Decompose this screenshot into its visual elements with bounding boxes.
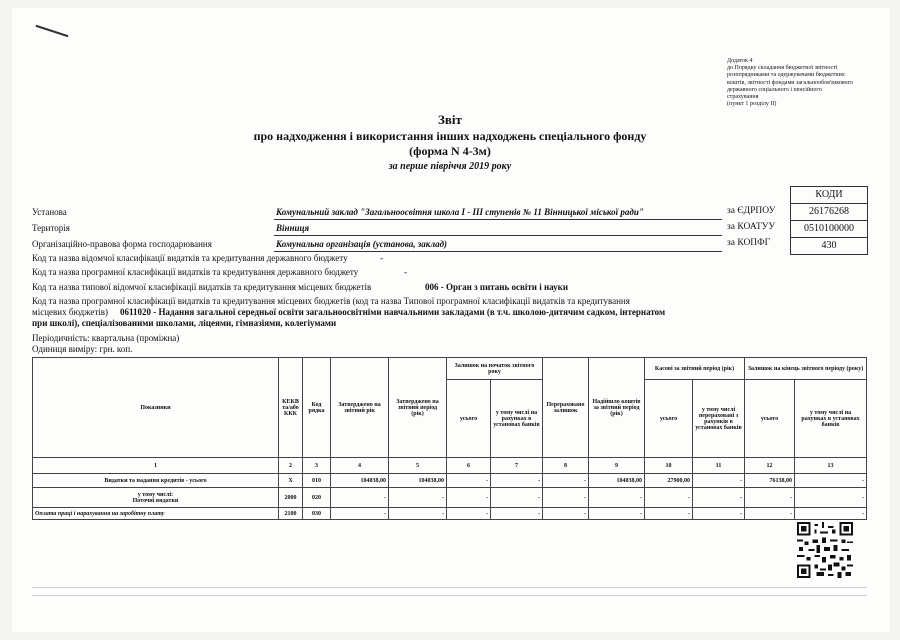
row-cell: 104038,00 xyxy=(389,474,447,488)
row-cell: 27900,00 xyxy=(645,474,693,488)
row-cell: - xyxy=(589,488,645,508)
row-cell: - xyxy=(543,474,589,488)
row-cell: - xyxy=(543,508,589,520)
table-row xyxy=(33,488,867,508)
header-received: Надійшло коштів за звітний період (рік) xyxy=(589,358,645,458)
header-kekv: КЕКВ та/або ККК xyxy=(279,358,303,458)
row-cell: X xyxy=(279,474,303,488)
col-number: 11 xyxy=(693,458,745,474)
row-cell: - xyxy=(447,508,491,520)
local-prog-value: 0611020 - Надання загальної середньої освіти загальноосвітніми навчальними закладами (в т.ч. школою-дитячим садком, інтернатом xyxy=(120,307,666,317)
col-number: 8 xyxy=(543,458,589,474)
koatuu-code: 0510100000 xyxy=(791,221,867,238)
underline xyxy=(274,235,722,236)
row-cell: - xyxy=(795,508,867,520)
territory-value: Вінниця xyxy=(276,223,310,233)
row-cell: - xyxy=(745,508,795,520)
col-number: 7 xyxy=(491,458,543,474)
title-line-2: про надходження і використання інших надходжень спеціального фонду xyxy=(253,129,647,143)
qr-code xyxy=(797,522,853,578)
table-row xyxy=(33,508,867,520)
edrpou-code: 26176268 xyxy=(791,204,867,221)
header-end-balance: Залишок на кінець звітного періоду (року) xyxy=(745,358,867,380)
header-cash-total: усього xyxy=(645,380,693,458)
header-start-balance: Залишок на початок звітного року xyxy=(447,358,543,380)
annex-line: (пункт 1 розділу ІІ) xyxy=(727,101,777,108)
col-number: 5 xyxy=(389,458,447,474)
row-cell: 020 xyxy=(303,488,331,508)
kopfg-label: за КОПФГ xyxy=(727,238,771,248)
header-cash: Касові за звітний період (рік) xyxy=(645,358,745,380)
local-prog-label: Код та назва програмної класифікації видатків та кредитування місцевих бюджетів (код та назва Типової програмної класифікації видатків та кредитування xyxy=(32,296,630,306)
row-cell: - xyxy=(389,508,447,520)
codes-header: КОДИ xyxy=(791,187,867,204)
row-cell: - xyxy=(745,488,795,508)
kopfg-code: 430 xyxy=(821,240,837,251)
row-cell: 010 xyxy=(303,474,331,488)
header-indicators: Показники xyxy=(33,358,279,458)
footer-line xyxy=(32,587,867,588)
dept-code-value: - xyxy=(380,253,383,263)
row-indicator: Оплата праці і нарахування на заробітну плату xyxy=(33,508,279,520)
table-row xyxy=(33,474,867,488)
annex-line: коштів, звітності фондами загальнообов'язкового xyxy=(727,79,853,86)
local-prog-value-2: при школі), спеціалізованими школами, ліцеями, гімназіями, колегіумами xyxy=(32,318,337,328)
row-cell: 104038,00 xyxy=(331,474,389,488)
annex-line: до Порядку складання бюджетної звітності xyxy=(727,65,838,72)
row-cell: - xyxy=(645,488,693,508)
org-form-label: Організаційно-правова форма господарювання xyxy=(32,239,212,249)
row-cell: 2000 xyxy=(279,488,303,508)
header-end-total: усього xyxy=(745,380,795,458)
edrpou-label: за ЄДРПОУ xyxy=(727,206,776,216)
header-approved-year: Затверджено на звітний рік xyxy=(331,358,389,458)
row-cell: - xyxy=(795,488,867,508)
header-end-banks: у тому числі на рахунках в установах банків xyxy=(795,380,867,458)
periodicity: Періодичність: квартальна (проміжна) xyxy=(32,333,180,343)
report-period: за перше півріччя 2019 року xyxy=(388,161,512,172)
row-cell: - xyxy=(543,488,589,508)
row-cell: - xyxy=(693,488,745,508)
annex-line: державного соціального і пенсійного xyxy=(727,86,822,93)
col-number: 12 xyxy=(745,458,795,474)
row-cell: - xyxy=(491,474,543,488)
codes-box xyxy=(790,186,868,255)
annex-line: Додаток 4 xyxy=(727,58,753,64)
underline xyxy=(274,251,722,252)
annex-note xyxy=(727,58,877,108)
header-cash-banks: у тому числі перераховані з рахунків в установах банків xyxy=(693,380,745,458)
row-cell: 030 xyxy=(303,508,331,520)
col-number: 6 xyxy=(447,458,491,474)
row-cell: - xyxy=(491,508,543,520)
col-number: 4 xyxy=(331,458,389,474)
footer-line xyxy=(32,595,867,596)
title-line-1: Звіт xyxy=(438,112,462,127)
org-form-value: Комунальна організація (установа, заклад) xyxy=(276,239,448,249)
koatuu-label: за КОАТУУ xyxy=(727,222,776,232)
report-table xyxy=(32,357,867,520)
row-indicator: у тому числі: Поточні видатки xyxy=(33,488,279,508)
institution-value: Комунальний заклад "Загальноосвітня школа І - ІІІ ступенів № 11 Вінницької міської ради" xyxy=(276,207,644,217)
typical-dept-label: Код та назва типової відомчої класифікації видатків та кредитування місцевих бюджетів xyxy=(32,282,372,292)
institution-label: Установа xyxy=(32,207,67,217)
row-cell: 104038,00 xyxy=(589,474,645,488)
prog-code-label: Код та назва програмної класифікації видатків та кредитування державного бюджету xyxy=(32,267,359,277)
annex-line: страхування xyxy=(727,94,759,101)
col-number: 13 xyxy=(795,458,867,474)
header-transferred: Перераховано залишок xyxy=(543,358,589,458)
header-start-total: усього xyxy=(447,380,491,458)
typical-dept-value: 006 - Орган з питань освіти і науки xyxy=(425,282,569,292)
col-number: 2 xyxy=(279,458,303,474)
unit-of-measure: Одиниця виміру: грн. коп. xyxy=(32,344,133,354)
col-number: 9 xyxy=(589,458,645,474)
column-numbers-row xyxy=(33,458,867,474)
row-cell: - xyxy=(693,474,745,488)
header-start-banks: у тому числі на рахунках в установах банків xyxy=(491,380,543,458)
row-cell: - xyxy=(795,474,867,488)
annex-line: розпорядниками та одержувачами бюджетних xyxy=(727,72,845,79)
row-cell: - xyxy=(589,508,645,520)
territory-label: Територія xyxy=(32,223,70,233)
row-cell: - xyxy=(693,508,745,520)
col-number: 10 xyxy=(645,458,693,474)
col-number: 1 xyxy=(33,458,279,474)
underline xyxy=(274,219,722,220)
row-cell: - xyxy=(447,474,491,488)
row-cell: - xyxy=(331,508,389,520)
header-row-code: Код рядка xyxy=(303,358,331,458)
row-cell: - xyxy=(331,488,389,508)
prog-code-value: - xyxy=(404,267,407,277)
title-line-3: (форма N 4-3м) xyxy=(409,144,491,158)
header-approved-period: Затверджено на звітний період (рік) xyxy=(389,358,447,458)
dept-code-label: Код та назва відомчої класифікації видатків та кредитування державного бюджету xyxy=(32,253,348,263)
row-cell: - xyxy=(389,488,447,508)
row-cell: 76138,00 xyxy=(745,474,795,488)
col-number: 3 xyxy=(303,458,331,474)
row-cell: - xyxy=(645,508,693,520)
row-cell: - xyxy=(491,488,543,508)
row-indicator: Видатки та надання кредитів - усього xyxy=(33,474,279,488)
row-cell: 2100 xyxy=(279,508,303,520)
row-cell: - xyxy=(447,488,491,508)
local-prog-label-2: місцевих бюджетів) xyxy=(32,307,109,317)
